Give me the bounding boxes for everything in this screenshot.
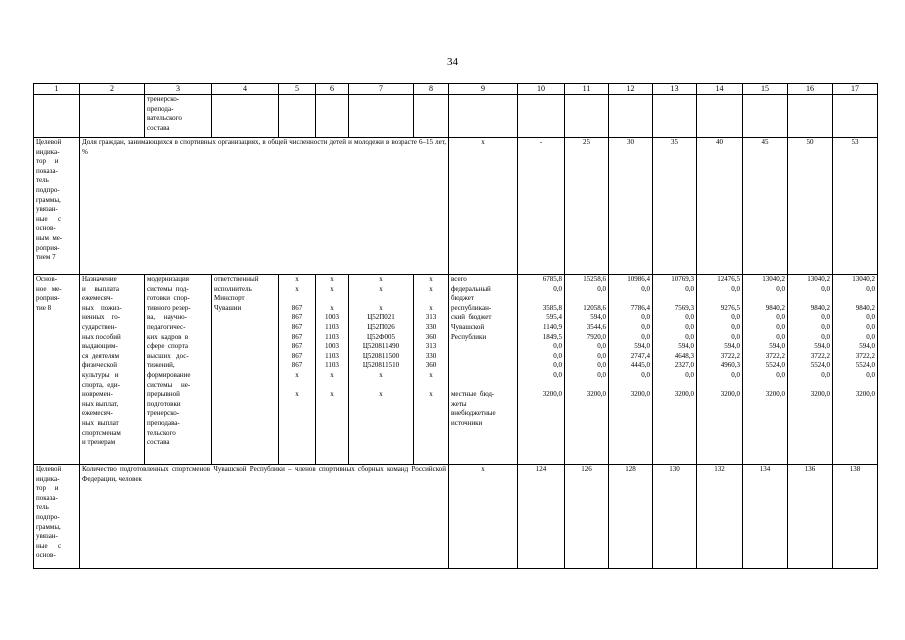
cell-c16: 50 <box>788 138 833 275</box>
indicator-row-7 <box>34 138 878 275</box>
col6-stack: х х х 1003 1103 1103 1003 1103 1103 х х <box>316 275 349 465</box>
cell-c13: 130 <box>653 465 697 569</box>
col-num: 9 <box>449 84 518 95</box>
cell-c12: 30 <box>609 138 653 275</box>
col7-stack: х х х Ц52П021 Ц52П026 Ц52Ф005 Ц520811490 Ц520811500 Ц520811510 х х <box>349 275 414 465</box>
activity-goal: модернизация системы под- готовки спор- тивного резер- ва, научно- педагогичес- ких кадров в сфере спорта высших дос- тижений, формирование системы не- прерывной подготовки тренерско- преподава- тельского состава <box>145 275 212 465</box>
cell-c16: 136 <box>788 465 833 569</box>
cell-c3: тренерско- преподa- вательского состава <box>145 95 212 138</box>
continuation-row <box>34 95 878 138</box>
values-col17: 13040,2 0,0 9840,2 0,0 0,0 0,0 594,0 3722,2 5524,0 0,0 3200,0 <box>833 275 878 465</box>
activity-row-8 <box>34 275 878 465</box>
col-num: 17 <box>833 84 878 95</box>
col-num: 1 <box>34 84 80 95</box>
cell-c15: 45 <box>743 138 788 275</box>
col5-stack: х х 867 867 867 867 867 867 867 х х <box>279 275 316 465</box>
cell-c10: 124 <box>518 465 565 569</box>
col-num: 8 <box>414 84 449 95</box>
activity-label: Основ- ное ме- роприя- тие 8 <box>34 275 80 465</box>
cell-c17: 138 <box>833 465 878 569</box>
page-number: 34 <box>447 56 458 68</box>
subprogram-table <box>33 83 878 569</box>
cell-c12: 128 <box>609 465 653 569</box>
col-num: 12 <box>609 84 653 95</box>
cell-c17: 53 <box>833 138 878 275</box>
cell-c9: х <box>449 465 518 569</box>
indicator-label: Целевой индика- тор и показа- тель подпро- граммы, увязан- ные с основ- ным ме- роприя- тием 7 <box>34 138 80 275</box>
cell-c10: - <box>518 138 565 275</box>
col-num: 13 <box>653 84 697 95</box>
indicator-label: Целевой индика- тор и показа- тель подпро- граммы, увязан- ные с основ- <box>34 465 80 569</box>
col-num: 2 <box>80 84 145 95</box>
col-num: 11 <box>565 84 609 95</box>
cell-c15: 134 <box>743 465 788 569</box>
cell-c13: 35 <box>653 138 697 275</box>
col-num: 16 <box>788 84 833 95</box>
cell-c11: 126 <box>565 465 609 569</box>
activity-name: Назначение и выплата ежемесяч- ных пожиз- ненных го- сударствен- ных пособий выдающим- ся деятелям физической культуры и спорта, еди- новремен- ных выплат, ежемесяч- ных выплат спортсменам и тренерам <box>80 275 145 465</box>
col-num: 4 <box>212 84 279 95</box>
values-col10: 6785,8 0,0 3585,8 595,4 1140,9 1849,5 0,0 0,0 0,0 0,0 3200,0 <box>518 275 565 465</box>
cell-c9: х <box>449 138 518 275</box>
funding-sources: всего федеральный бюджет республикан- ский бюджет Чувашской Республики местные бюд- жеты внебюджетные источники <box>449 275 518 465</box>
cell-c11: 25 <box>565 138 609 275</box>
col8-stack: х х х 313 330 360 313 330 360 х х <box>414 275 449 465</box>
col-num: 6 <box>316 84 349 95</box>
indicator-row-8 <box>34 465 878 569</box>
values-col12: 10986,4 0,0 7786,4 0,0 0,0 0,0 594,0 2747,4 4445,0 0,0 3200,0 <box>609 275 653 465</box>
values-col14: 12476,5 0,0 9276,5 0,0 0,0 0,0 594,0 3722,2 4960,3 0,0 3200,0 <box>697 275 743 465</box>
values-col16: 13040,2 0,0 9840,2 0,0 0,0 0,0 594,0 3722,2 5524,0 0,0 3200,0 <box>788 275 833 465</box>
column-number-row <box>34 84 878 95</box>
col-num: 7 <box>349 84 414 95</box>
col-num: 15 <box>743 84 788 95</box>
values-col15: 13040,2 0,0 9840,2 0,0 0,0 0,0 594,0 3722,2 5524,0 0,0 3200,0 <box>743 275 788 465</box>
col-num: 14 <box>697 84 743 95</box>
values-col13: 10769,3 0,0 7569,3 0,0 0,0 0,0 594,0 4648,3 2327,0 0,0 3200,0 <box>653 275 697 465</box>
cell-c14: 40 <box>697 138 743 275</box>
indicator-text: Доля граждан, занимающихся в спортивных организациях, в общей численности детей и молодежи в возрасте 6–15 лет, % <box>80 138 449 275</box>
col-num: 3 <box>145 84 212 95</box>
col-num: 10 <box>518 84 565 95</box>
values-col11: 15258,6 0,0 12058,6 594,0 3544,6 7920,0 0,0 0,0 0,0 0,0 3200,0 <box>565 275 609 465</box>
col-num: 5 <box>279 84 316 95</box>
cell-c14: 132 <box>697 465 743 569</box>
indicator-text: Количество подготовленных спортсменов Чувашской Республики – членов спортивных сборных команд Российской Федерации, человек <box>80 465 449 569</box>
responsible-executor: ответственный исполнитель Минспорт Чувашии <box>212 275 279 465</box>
